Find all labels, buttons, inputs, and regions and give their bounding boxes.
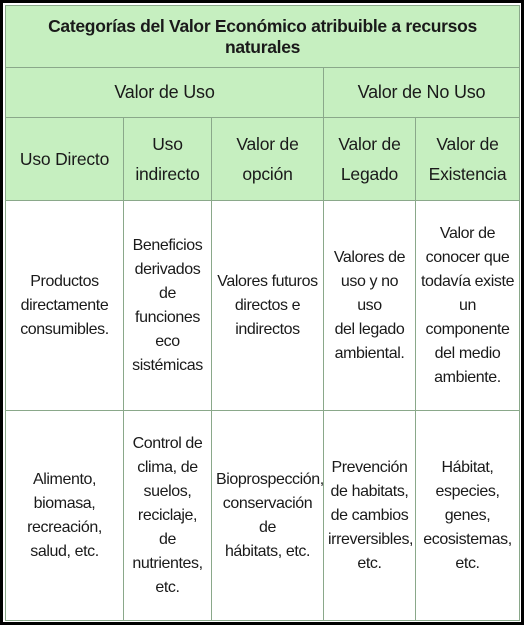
- table-cell: Hábitat, especies, genes, ecosistemas, etc.: [416, 411, 520, 621]
- column-header-valor-legado: Valor de Legado: [324, 118, 416, 201]
- group-header-no-uso: Valor de No Uso: [324, 68, 520, 118]
- economic-value-table: [5, 5, 520, 621]
- table-cell: Valor de conocer que todavía existe un componente del medio ambiente.: [416, 201, 520, 411]
- table-cell: Prevención de habitats, de cambios irreversibles, etc.: [324, 411, 416, 621]
- column-header-valor-existencia: Valor de Existencia: [416, 118, 520, 201]
- table-cell: Alimento, biomasa, recreación, salud, etc.: [6, 411, 124, 621]
- table-cell: Valores futuros directos e indirectos: [212, 201, 324, 411]
- table-row: [6, 411, 520, 621]
- table-cell: Productos directamente consumibles.: [6, 201, 124, 411]
- column-header-uso-indirecto: Uso indirecto: [124, 118, 212, 201]
- column-header-uso-directo: Uso Directo: [6, 118, 124, 201]
- table-cell: Beneficios derivados de funciones eco sistémicas: [124, 201, 212, 411]
- column-header-valor-opcion: Valor de opción: [212, 118, 324, 201]
- table-cell: Bioprospección, conservación de hábitats, etc.: [212, 411, 324, 621]
- table-row: [6, 201, 520, 411]
- table-cell: Control de clima, de suelos, reciclaje, de nutrientes, etc.: [124, 411, 212, 621]
- table-cell: Valores de uso y no uso del legado ambiental.: [324, 201, 416, 411]
- group-header-uso: Valor de Uso: [6, 68, 324, 118]
- table-title: Categorías del Valor Económico atribuible a recursos naturales: [6, 6, 520, 68]
